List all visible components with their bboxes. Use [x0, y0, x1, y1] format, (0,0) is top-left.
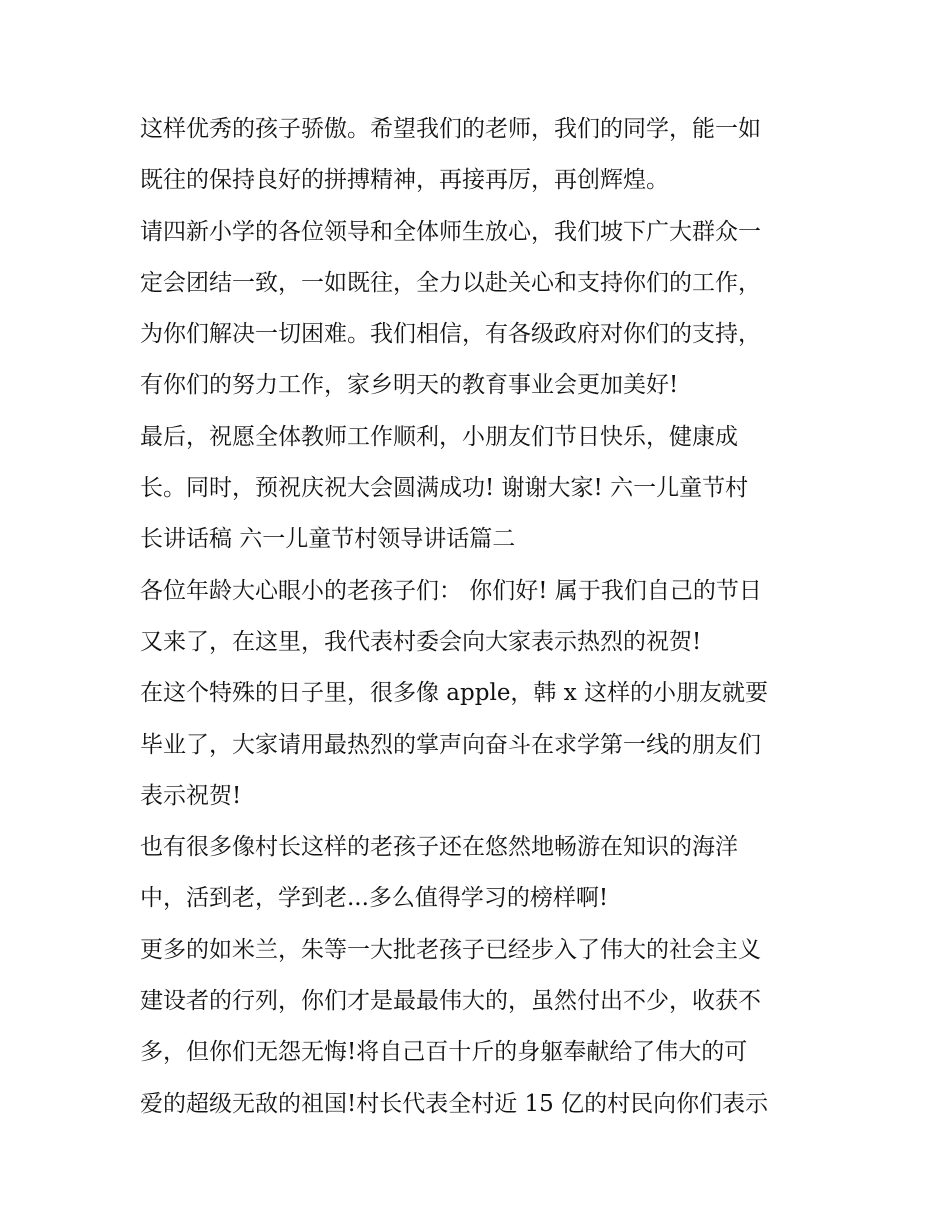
text-line: 也有很多像村长这样的老孩子还在悠然地畅游在知识的海洋: [140, 834, 738, 861]
text-line: 表示祝贺!: [140, 782, 242, 809]
text-line: 爱的超级无敌的祖国!村长代表全村近 15 亿的村民向你们表示: [140, 1090, 769, 1117]
text-line: 既往的保持良好的拼搏精神，再接再厉，再创辉煌。: [140, 167, 669, 194]
text-line: 多，但你们无怨无悔!将自己百十斤的身躯奉献给了伟大的可: [140, 1039, 748, 1066]
text-line: 毕业了，大家请用最热烈的掌声向奋斗在求学第一线的朋友们: [140, 731, 761, 758]
text-line: 定会团结一致，一如既往，全力以赴关心和支持你们的工作，: [140, 269, 761, 296]
text-line: 最后，祝愿全体教师工作顺利，小朋友们节日快乐，健康成: [140, 423, 738, 450]
text-line: 为你们解决一切困难。我们相信，有各级政府对你们的支持，: [140, 321, 761, 348]
text-line: 又来了，在这里，我代表村委会向大家表示热烈的祝贺!: [140, 628, 702, 655]
text-line: 建设者的行列，你们才是最最伟大的，虽然付出不少，收获不: [140, 988, 761, 1015]
text-line: 请四新小学的各位领导和全体师生放心，我们坡下广大群众一: [140, 218, 761, 245]
body-text: [140, 108, 820, 1134]
text-line: 更多的如米兰，朱等一大批老孩子已经步入了伟大的社会主义: [140, 936, 761, 963]
text-line: 中，活到老，学到老...多么值得学习的榜样啊!: [140, 885, 609, 912]
text-line: 在这个特殊的日子里，很多像 apple，韩 x 这样的小朋友就要: [140, 680, 769, 707]
text-line: 长。同时，预祝庆祝大会圆满成功! 谢谢大家! 六一儿童节村: [140, 475, 749, 502]
text-line: 各位年龄大心眼小的老孩子们： 你们好! 属于我们自己的节日: [140, 577, 762, 604]
text-line: 这样优秀的孩子骄傲。希望我们的老师，我们的同学，能一如: [140, 116, 761, 142]
text-line: 长讲话稿 六一儿童节村领导讲话篇二: [140, 526, 516, 553]
text-line: 有你们的努力工作，家乡明天的教育事业会更加美好!: [140, 372, 679, 399]
